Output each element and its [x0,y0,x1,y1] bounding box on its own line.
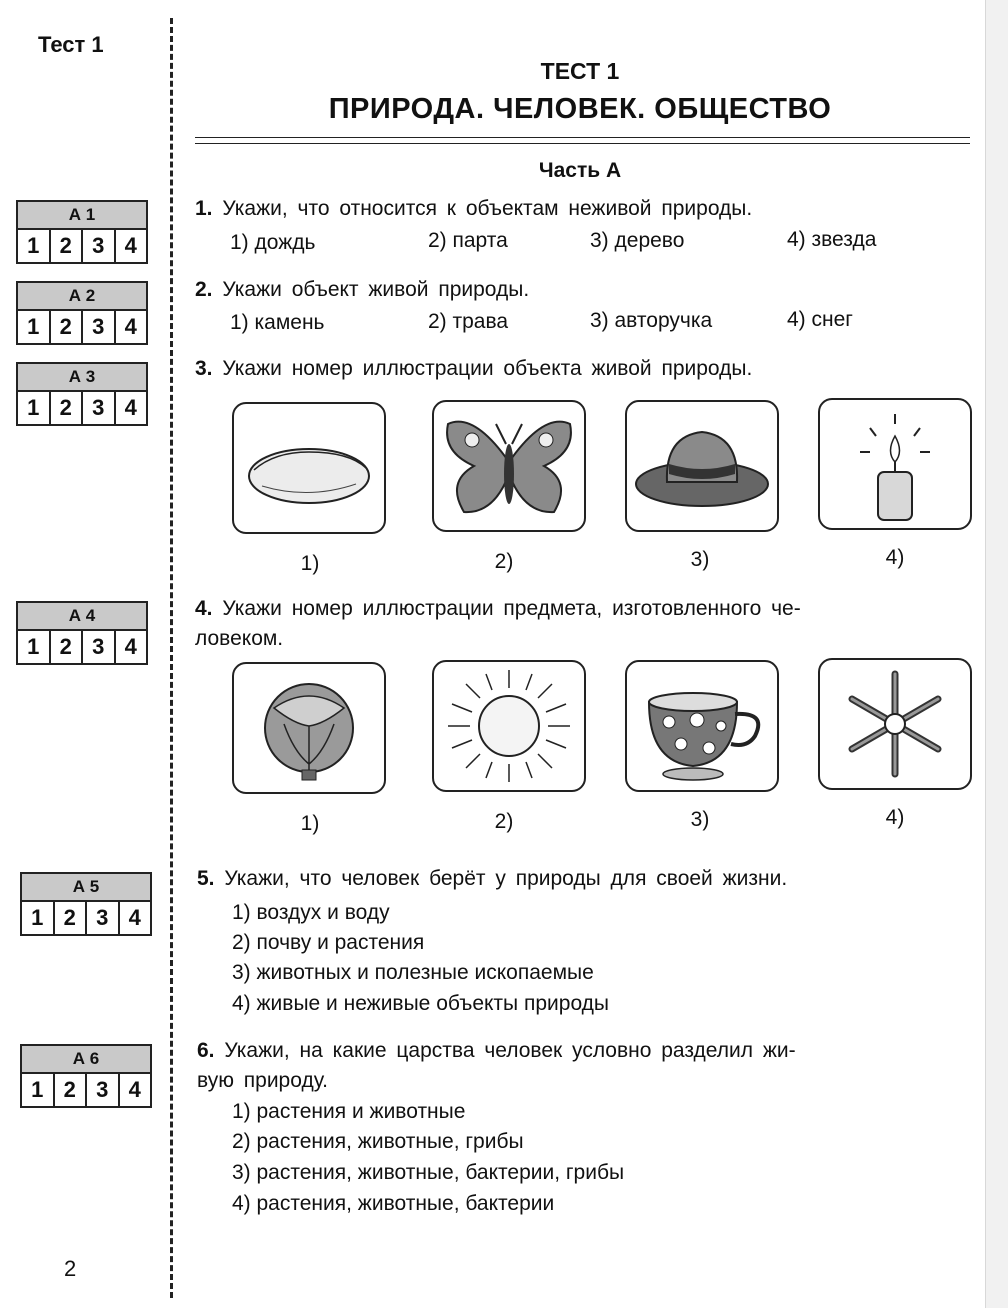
question-text-continued: вую природу. [197,1069,328,1092]
picture-option[interactable] [818,658,972,790]
page-number: 2 [64,1256,77,1281]
answer-box-a1 [16,200,148,264]
option[interactable]: 3) растения, животные, бактерии, грибы [232,1161,625,1184]
answer-box-a4 [16,601,148,665]
answer-cell[interactable]: 1 [22,902,55,934]
answer-box-a5 [20,872,152,936]
answer-cell[interactable]: 1 [18,230,51,262]
sidebar-test-label: Тест 1 [38,32,104,57]
answer-box-a2 [16,281,148,345]
answer-box-label: А 1 [18,202,146,230]
answer-cell[interactable]: 2 [55,902,88,934]
answer-cell[interactable]: 3 [87,902,120,934]
picture-label: 4) [885,546,905,569]
part-heading: Часть А [538,159,622,182]
answer-box-label: А 3 [18,364,146,392]
answer-box-label: А 4 [18,603,146,631]
option[interactable]: 1) воздух и воду [232,901,390,924]
answer-cell[interactable]: 2 [51,311,84,343]
answer-cell[interactable]: 2 [55,1074,88,1106]
answer-cell[interactable]: 2 [51,392,84,424]
question-text: Укажи, что человек берёт у природы для своей жизни. [224,867,788,890]
question-text: Укажи объект живой природы. [222,278,530,301]
page-edge [985,0,1008,1308]
question-4 [195,594,965,654]
question-number: 1. [195,197,213,220]
hat-icon [627,402,777,530]
question-text: Укажи, что относится к объектам неживой природы. [222,197,753,220]
question-number: 5. [197,867,215,890]
picture-label: 2) [494,550,514,573]
test-number: ТЕСТ 1 [540,58,620,84]
answer-cell[interactable]: 1 [18,631,51,663]
answer-cell[interactable]: 4 [124,634,137,659]
stone-icon [234,404,384,532]
picture-label: 1) [300,552,320,575]
question-6 [197,1036,967,1096]
picture-label: 4) [885,806,905,829]
option[interactable]: 1) дождь [230,231,316,254]
question-number: 2. [195,278,213,301]
question-text: Укажи номер иллюстрации предмета, изготовленного че- [222,597,801,620]
question-number: 3. [195,357,213,380]
answer-box-label: А 6 [22,1046,150,1074]
answer-box-a6 [20,1044,152,1108]
answer-cell[interactable]: 4 [128,905,141,930]
sun-icon [434,662,584,790]
option[interactable]: 2) почву и растения [232,931,425,954]
option[interactable]: 4) живые и неживые объекты природы [232,992,610,1015]
question-1 [195,194,752,224]
question-number: 6. [197,1039,215,1062]
answer-cell[interactable]: 3 [83,311,116,343]
option[interactable]: 1) камень [230,311,325,334]
cup-icon [627,662,777,790]
option[interactable]: 4) снег [787,308,853,331]
question-3 [195,354,752,384]
answer-cell[interactable]: 3 [83,392,116,424]
option[interactable]: 2) трава [428,310,509,333]
picture-option[interactable] [432,660,586,792]
answer-cell[interactable]: 4 [128,1077,141,1102]
option[interactable]: 3) дерево [590,229,685,252]
answer-box-label: А 2 [18,283,146,311]
cut-line [170,18,173,1298]
title-divider [195,137,970,138]
answer-cell[interactable]: 4 [124,395,137,420]
answer-box-label: А 5 [22,874,150,902]
answer-cell[interactable]: 3 [83,230,116,262]
answer-box-a3 [16,362,148,426]
picture-option[interactable] [432,400,586,532]
question-text-continued: ловеком. [195,627,284,650]
answer-cell[interactable]: 4 [124,314,137,339]
title-divider [195,143,970,144]
picture-label: 2) [494,810,514,833]
option[interactable]: 2) парта [428,229,508,252]
picture-label: 1) [300,812,320,835]
picture-label: 3) [690,548,710,571]
answer-cell[interactable]: 2 [51,631,84,663]
answer-cell[interactable]: 1 [18,392,51,424]
picture-option[interactable] [625,660,779,792]
answer-cell[interactable]: 2 [51,230,84,262]
option[interactable]: 4) растения, животные, бактерии [232,1192,555,1215]
answer-cell[interactable]: 1 [22,1074,55,1106]
answer-cell[interactable]: 1 [18,311,51,343]
option[interactable]: 3) животных и полезные ископаемые [232,961,594,984]
option[interactable]: 4) звезда [787,228,877,251]
picture-label: 3) [690,808,710,831]
answer-cell[interactable]: 4 [124,233,137,258]
question-text: Укажи номер иллюстрации объекта живой природы. [222,357,753,380]
snowflake-icon [820,660,970,788]
question-text: Укажи, на какие царства человек условно разделил жи- [224,1039,796,1062]
picture-option[interactable] [232,402,386,534]
question-2 [195,275,529,305]
answer-cell[interactable]: 3 [83,631,116,663]
picture-option[interactable] [625,400,779,532]
cabbage-icon [234,664,384,792]
butterfly-icon [434,402,584,530]
page-title: ПРИРОДА. ЧЕЛОВЕК. ОБЩЕСТВО [328,93,832,125]
picture-option[interactable] [818,398,972,530]
option[interactable]: 2) растения, животные, грибы [232,1130,524,1153]
question-5 [197,864,787,894]
option[interactable]: 1) растения и животные [232,1100,466,1123]
picture-option[interactable] [232,662,386,794]
answer-cell[interactable]: 3 [87,1074,120,1106]
question-number: 4. [195,597,213,620]
candle-icon [820,400,970,528]
option[interactable]: 3) авторучка [590,309,713,332]
